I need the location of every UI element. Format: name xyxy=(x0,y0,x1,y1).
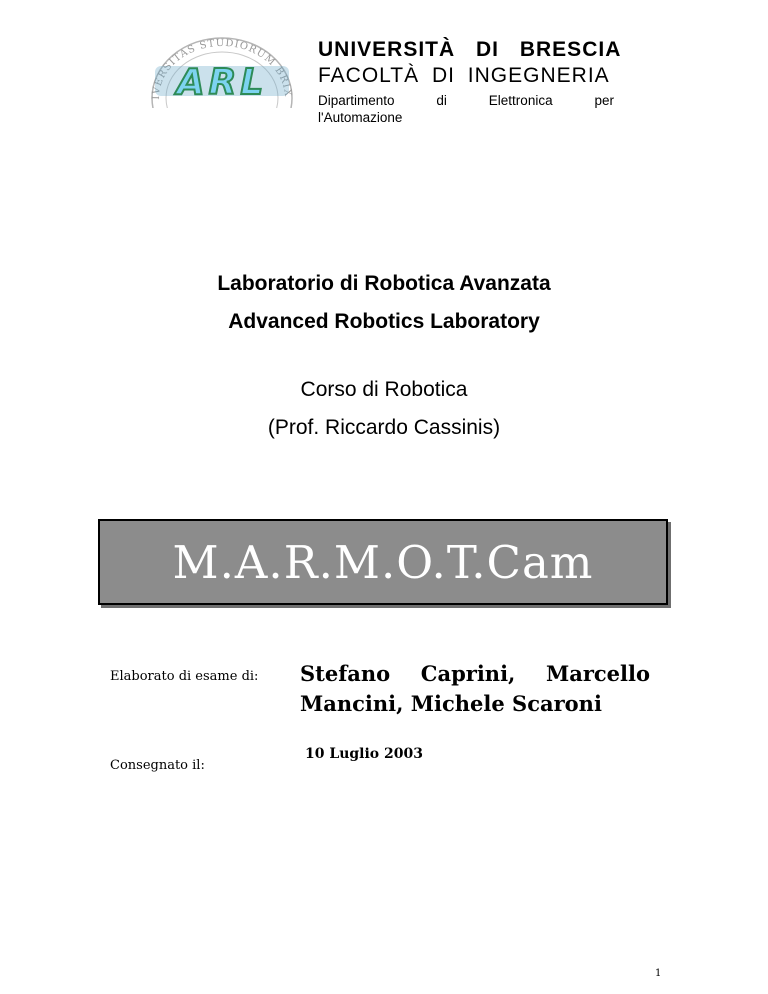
project-title-box xyxy=(98,519,668,605)
lab-title-italian: Laboratorio di Robotica Avanzata xyxy=(217,272,551,295)
dept-word: di xyxy=(436,93,447,108)
dept-word: Dipartimento xyxy=(318,93,395,108)
submission-date: 10 Luglio 2003 xyxy=(305,746,423,762)
course-title: Corso di Robotica xyxy=(300,378,468,401)
project-title: M.A.R.M.O.T.Cam xyxy=(172,535,594,589)
authors-names: Stefano Caprini, Marcello Mancini, Michele Scaroni xyxy=(300,661,650,716)
dept-line-2: l'Automazione xyxy=(318,110,403,125)
professor-name: (Prof. Riccardo Cassinis) xyxy=(267,416,501,439)
dept-word: Elettronica xyxy=(488,93,553,108)
dept-word: per xyxy=(594,93,614,108)
authors-label: Elaborato di esame di: xyxy=(110,669,259,684)
page-number: 1 xyxy=(655,968,662,979)
logo-seal-text: IVERSITAS STUDIORUM BRIX xyxy=(150,37,294,100)
date-label: Consegnato il: xyxy=(110,758,205,773)
logo-letters: ARL xyxy=(176,62,268,103)
faculty-name: FACOLTÀ DI INGEGNERIA xyxy=(318,64,610,87)
university-name: UNIVERSITÀ DI BRESCIA xyxy=(318,38,622,61)
department-name xyxy=(318,92,614,126)
lab-title-english: Advanced Robotics Laboratory xyxy=(228,310,540,333)
arl-logo xyxy=(137,28,307,108)
